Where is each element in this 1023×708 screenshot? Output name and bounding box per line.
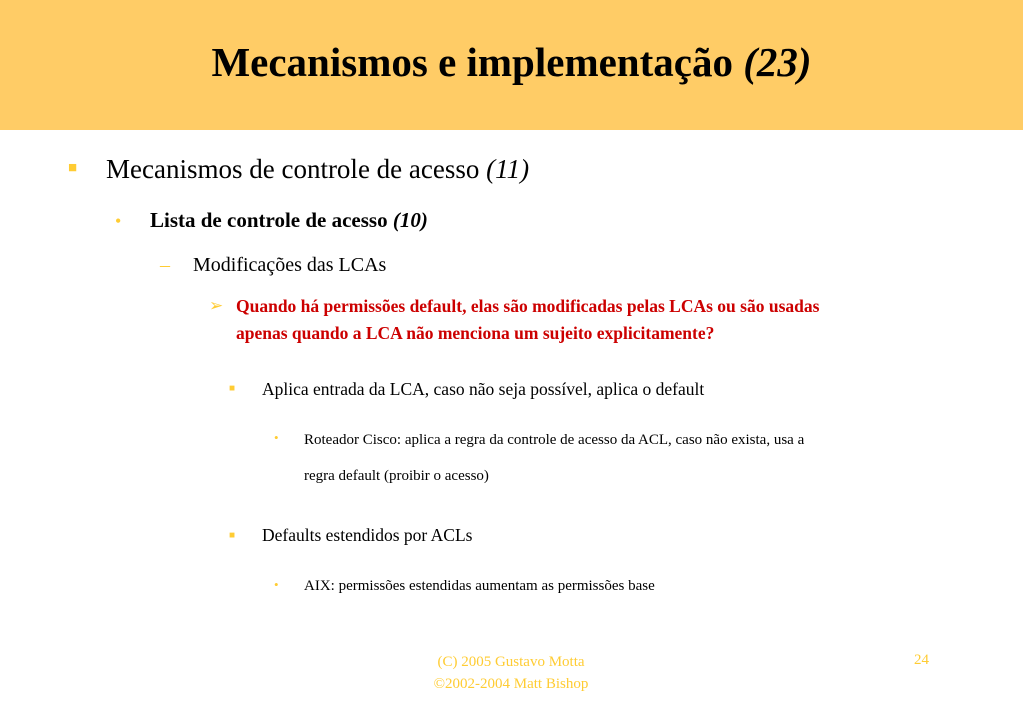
slide-title-number: (23) — [743, 39, 812, 85]
point-text: Aplica entrada da LCA, caso não seja possível, aplica o default — [262, 379, 705, 399]
dot-bullet-icon: • — [115, 211, 122, 231]
level1-text: Mecanismos de controle de acesso — [106, 154, 480, 184]
footer-line2: ©2002-2004 Matt Bishop — [433, 676, 589, 692]
dash-bullet-icon: – — [160, 254, 170, 276]
sub-point-line2: regra default (proibir o acesso) — [304, 468, 489, 484]
sub-point-item — [304, 422, 804, 494]
dot-bullet-icon: • — [274, 430, 279, 445]
level3-item — [193, 254, 386, 277]
square-bullet-icon: ■ — [229, 383, 236, 394]
sub-point-item — [304, 568, 655, 604]
footer-line1: (C) 2005 Gustavo Motta — [437, 654, 585, 670]
level3-text: Modificações das LCAs — [193, 254, 387, 276]
page-number: 24 — [914, 652, 929, 668]
square-bullet-icon: ■ — [229, 530, 236, 541]
level2-item — [150, 208, 428, 233]
level2-text: Lista de controle de acesso — [150, 208, 388, 232]
slide-title — [0, 38, 1023, 86]
square-bullet-icon: ■ — [68, 160, 78, 176]
question-item — [236, 293, 819, 347]
sub-point-line1: Roteador Cisco: aplica a regra da controle de acesso da ACL, caso não exista, usa a — [304, 432, 805, 448]
level1-item — [106, 154, 529, 185]
arrow-bullet-icon: ➢ — [209, 296, 224, 315]
point-item — [262, 525, 472, 546]
point-text: Defaults estendidos por ACLs — [262, 525, 473, 545]
level2-number: (10) — [392, 208, 428, 232]
sub-point-line1: AIX: permissões estendidas aumentam as permissões base — [304, 578, 655, 594]
slide-title-text: Mecanismos e implementação — [211, 39, 733, 85]
dot-bullet-icon: • — [274, 577, 279, 592]
level1-number: (11) — [486, 154, 530, 184]
point-item — [262, 379, 704, 400]
question-line1: Quando há permissões default, elas são modificadas pelas LCAs ou são usadas — [236, 296, 820, 316]
footer-credits — [361, 651, 661, 695]
question-line2: apenas quando a LCA não menciona um sujeito explicitamente? — [236, 323, 715, 343]
